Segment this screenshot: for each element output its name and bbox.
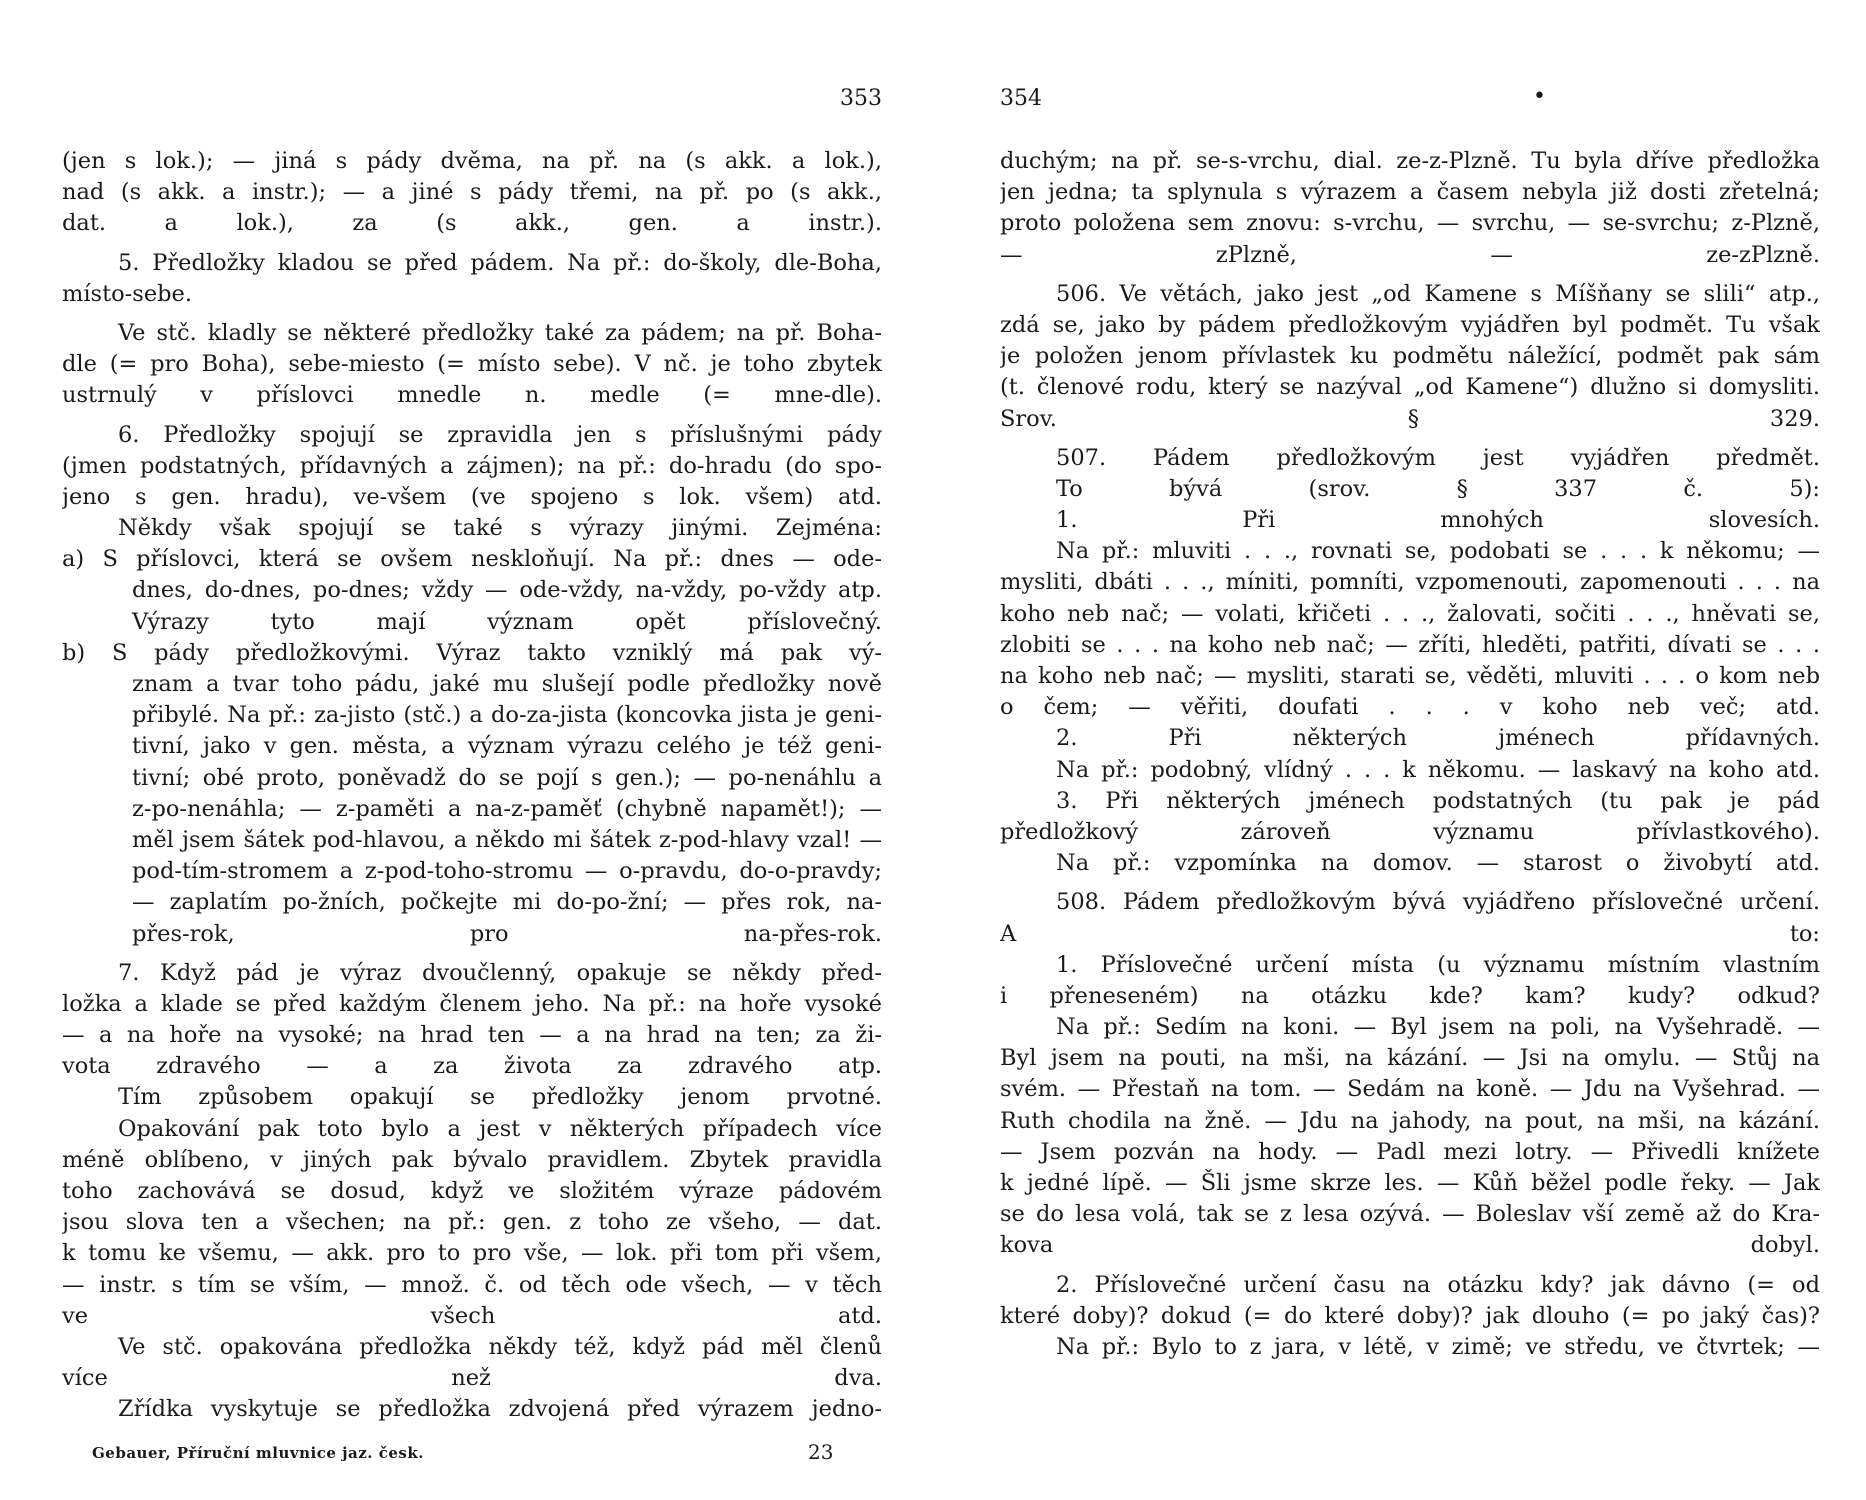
text-line: dle (= pro Boha), sebe-miesto (= místo sebe). V nč. je toho zbytek [62,351,882,378]
text-line: k tomu ke všemu, — akk. pro to pro vše, — lok. při tom při všem, [62,1240,882,1267]
text-line: 6. Předložky spojují se zpravidla jen s příslušnými pády [118,421,882,448]
text-line: Opakování pak toto bylo a jest v některých případech více [118,1115,882,1142]
text-line: jeno s gen. hradu), ve-všem (ve spojeno s lok. všem) atd. [62,483,882,510]
text-line: toho zachovává se dosud, když ve složitém výraze pádovém [62,1178,882,1204]
text-line: (jen s lok.); — jiná s pády dvěma, na př. na (s akk. a lok.), [62,148,882,174]
text-line: 3. Při některých jménech podstatných (tu pak je pád [1056,787,1820,814]
text-line: a) S příslovci, která se ovšem neskloňují. Na př.: dnes — ode- [62,546,882,573]
text-line: duchým; na př. se-s-vrchu, dial. ze-z-Plzně. Tu byla dříve předložka [1000,148,1820,174]
text-line: je položen jenom přívlastek ku podmětu náležící, podmět pak sám [1000,343,1820,370]
text-line: Někdy však spojují se také s výrazy jinými. Zejména: [118,515,882,542]
text-line: ložka a klade se před každým členem jeho. Na př.: na hoře vysoké [62,990,882,1017]
text-line: Na př.: vzpomínka na domov. — starost o živobytí atd. [1056,850,1820,877]
text-line: mysliti, dbáti . . ., míniti, pomníti, vzpomenouti, zapomenouti . . . na [1000,569,1820,596]
text-line: Byl jsem na pouti, na mši, na kázání. — Jsi na omylu. — Stůj na [1000,1045,1820,1072]
text-line: pod-tím-stromem a z-pod-toho-stromu — o-pravdu, do-o-pravdy; [132,858,882,885]
text-line: zlobiti se . . . na koho neb nač; — zříti, hleděti, patřiti, dívati se . . . [1000,631,1820,658]
text-line: přes-rok, pro na-přes-rok. [132,920,882,947]
text-line: — zaplatím po-žních, počkejte mi do-po-žní; — přes rok, na- [132,889,882,916]
text-line: dnes, do-dnes, po-dnes; vždy — ode-vždy, na-vždy, po-vždy atp. [132,577,882,604]
text-line: — instr. s tím se vším, — množ. č. od těch ode všech, — v těch [62,1271,882,1298]
left-page [62,0,882,1500]
text-line: Srov. § 329. [1000,405,1820,432]
text-line: To bývá (srov. § 337 č. 5): [1056,475,1820,502]
text-line: Ve stč. kladly se některé předložky také za pádem; na př. Boha- [118,319,882,346]
text-line: k jedné lípě. — Šli jsme skrze les. — Kůň běžel podle řeky. — Jak [1000,1170,1820,1196]
text-line: méně oblíbeno, v jiných pak bývalo pravidlem. Zbytek pravidla [62,1146,882,1173]
text-line: b) S pády předložkovými. Výraz takto vzniklý má pak vý- [62,639,882,666]
text-line: Tím způsobem opakují se předložky jenom prvotné. [118,1084,882,1111]
text-line: jen jedna; ta splynula s výrazem a časem nebyla již dosti zřetelná; [1000,179,1820,206]
text-line: svém. — Přestaň na tom. — Sedám na koně. — Jdu na Vyšehrad. — [1000,1076,1820,1103]
bullet-mark: • [1533,84,1546,109]
text-line: na koho neb nač; — mysliti, starati se, věděti, mluviti . . . o kom neb [1000,663,1820,689]
text-line: Na př.: Sedím na koni. — Byl jsem na poli, na Vyšehradě. — [1056,1014,1820,1041]
text-line: — zPlzně, — ze-zPlzně. [1000,241,1820,268]
text-line: místo-sebe. [62,280,193,307]
left-page-body [62,146,882,1426]
text-line: měl jsem šátek pod-hlavou, a někdo mi šátek z-pod-hlavy vzal! — [132,826,882,853]
text-line: tivní, jako v gen. města, a význam výrazu celého je též geni- [132,733,882,760]
page-number: 354 [1000,86,1042,111]
text-line: A to: [1000,920,1820,947]
text-line: Ruth chodila na žně. — Jdu na jahody, na pout, na mši, na kázání. [1000,1107,1820,1134]
text-line: více než dva. [62,1365,882,1392]
text-line: z-po-nenáhla; — z-paměti a na-z-paměť (chybně napamět!); — [132,795,882,822]
text-line: proto položena sem znovu: s-vrchu, — svrchu, — se-svrchu; z-Plzně, [1000,210,1820,237]
text-line: vota zdravého — a za života za zdravého atp. [62,1053,882,1080]
text-line: předložkový zároveň významu přívlastkového). [1000,818,1820,845]
text-line: — Jsem pozván na hody. — Padl mezi lotry. — Přivedli knížete [1000,1138,1820,1165]
text-line: jsou slova ten a všechen; na př.: gen. z toho ze všeho, — dat. [62,1209,882,1236]
text-line: Na př.: mluviti . . ., rovnati se, podobati se . . . k někomu; — [1056,538,1820,565]
text-line: 1. Příslovečné určení místa (u významu místním vlastním [1056,951,1820,978]
text-line: tivní; obé proto, poněvadž do se pojí s gen.); — po-nenáhlu a [132,764,882,791]
text-line: 2. Při některých jménech přídavných. [1056,725,1820,752]
text-line: ve všech atd. [62,1302,882,1329]
text-line: — a na hoře na vysoké; na hrad ten — a na hrad na ten; za ži- [62,1022,882,1049]
text-line: nad (s akk. a instr.); — a jiné s pády třemi, na př. po (s akk., [62,179,882,206]
text-line: znam a tvar toho pádu, jaké mu slušejí podle předložky nově [132,671,882,697]
text-line: koho neb nač; — volati, křičeti . . ., žalovati, sočiti . . ., hněvati se, [1000,600,1820,627]
text-line: Na př.: podobný, vlídný . . . k někomu. — laskavý na koho atd. [1056,756,1820,783]
text-line: 506. Ve větách, jako jest „od Kamene s Míšňany se slili“ atp., [1056,280,1820,307]
text-line: i přeneseném) na otázku kde? kam? kudy? odkud? [1000,982,1820,1009]
text-line: 508. Pádem předložkovým bývá vyjádřeno příslovečné určení. [1056,889,1820,916]
text-line: které doby)? dokud (= do které doby)? jak dlouho (= po jaký čas)? [1000,1302,1820,1329]
right-page-body [1000,146,1820,1363]
right-page [1000,0,1820,1500]
text-line: kova dobyl. [1000,1232,1820,1259]
text-line: 5. Předložky kladou se před pádem. Na př.: do-školy, dle-Boha, [118,249,882,276]
text-line: (t. členové rodu, který se nazýval „od Kamene“) dlužno si domysliti. [1000,374,1820,401]
text-line: Ve stč. opakována předložka někdy též, když pád měl členů [118,1333,882,1360]
signature-mark: 23 [808,1440,834,1464]
text-line: se do lesa volá, tak se z lesa ozývá. — Boleslav vší země až do Kra- [1000,1201,1820,1228]
text-line: 1. Při mnohých slovesích. [1056,507,1820,534]
text-line: přibylé. Na př.: za-jisto (stč.) a do-za-jista (koncovka jista je geni- [132,702,882,729]
text-line: Na př.: Bylo to z jara, v létě, v zimě; ve středu, ve čtvrtek; — [1056,1333,1820,1360]
text-line: o čem; — věřiti, doufati . . . v koho neb več; atd. [1000,694,1820,721]
text-line: (jmen podstatných, přídavných a zájmen); na př.: do-hradu (do spo- [62,452,882,479]
text-line: dat. a lok.), za (s akk., gen. a instr.). [62,210,882,237]
text-line: Výrazy tyto mají význam opět příslovečný. [132,608,882,635]
text-line: ustrnulý v příslovci mnedle n. medle (= mne-dle). [62,382,882,409]
text-line: 7. Když pád je výraz dvoučlenný, opakuje se někdy před- [118,959,882,986]
text-line: Zřídka vyskytuje se předložka zdvojená před výrazem jedno- [118,1396,882,1423]
page-number: 353 [840,86,882,111]
text-line: 507. Pádem předložkovým jest vyjádřen předmět. [1056,444,1820,471]
text-line: zdá se, jako by pádem předložkovým vyjádřen byl podmět. Tu však [1000,311,1820,338]
text-line: 2. Příslovečné určení času na otázku kdy? jak dávno (= od [1056,1271,1820,1298]
footer-title: Gebauer, Příruční mluvnice jaz. česk. [92,1444,424,1462]
